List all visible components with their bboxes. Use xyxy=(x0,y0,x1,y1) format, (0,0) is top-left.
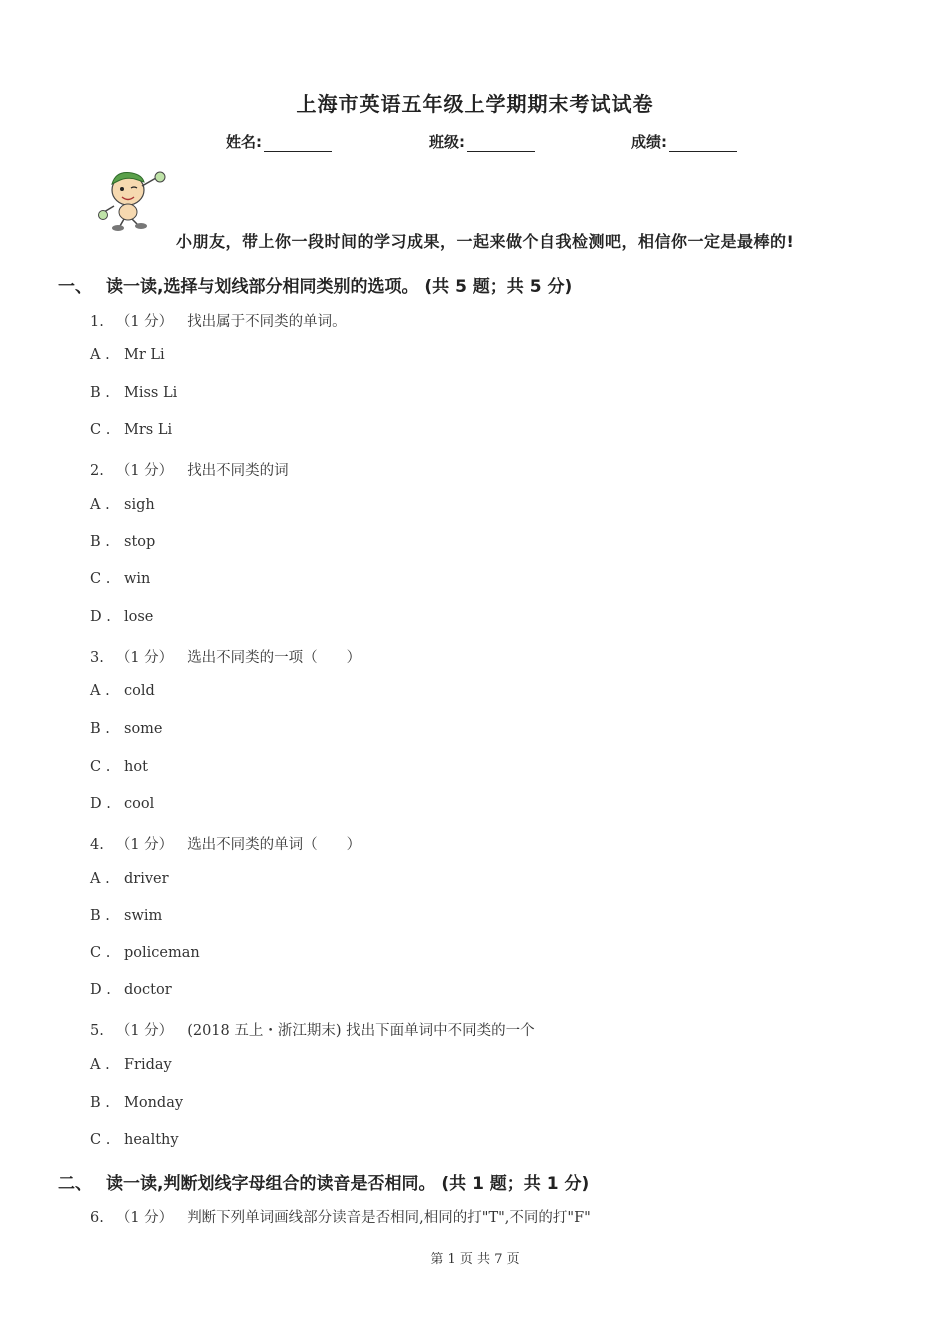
question-text: 判断下列单词画线部分读音是否相同,相同的打"T",不同的打"F" xyxy=(187,1210,591,1226)
page-footer: 第 1 页 共 7 页 xyxy=(430,1252,520,1267)
option-letter: A . xyxy=(90,1057,110,1073)
answer-option[interactable] xyxy=(90,422,172,438)
option-letter: C . xyxy=(90,1132,111,1148)
mascot-illustration xyxy=(98,168,174,232)
section-heading xyxy=(58,272,572,297)
option-text: win xyxy=(124,571,151,587)
question-stem xyxy=(90,1206,591,1227)
answer-option[interactable] xyxy=(90,609,153,625)
option-text: cold xyxy=(124,683,155,699)
question-stem xyxy=(90,833,361,854)
section-title: 读一读,判断划线字母组合的读音是否相同。 (共 1 题；共 1 分) xyxy=(106,1174,590,1194)
name-label: 姓名: xyxy=(226,133,262,151)
page-title: 上海市英语五年级上学期期末考试试卷 xyxy=(296,92,654,116)
question-number: 1. xyxy=(90,314,104,330)
question-score: （1 分） xyxy=(115,837,174,853)
question-number: 6. xyxy=(90,1210,104,1226)
section-number: 一、 xyxy=(58,277,92,297)
option-text: policeman xyxy=(124,945,200,961)
score-label: 成绩: xyxy=(631,133,667,151)
question-text: 选出不同类的单词（ ） xyxy=(187,837,362,853)
option-letter: C . xyxy=(90,422,111,438)
answer-option[interactable] xyxy=(90,497,155,513)
answer-option[interactable] xyxy=(90,571,150,587)
question-stem xyxy=(90,646,361,667)
option-text: stop xyxy=(124,534,156,550)
option-text: Monday xyxy=(124,1095,184,1111)
answer-option[interactable] xyxy=(90,385,177,401)
option-letter: D . xyxy=(90,796,111,812)
score-field xyxy=(631,131,737,152)
question-number: 3. xyxy=(90,650,104,666)
name-field xyxy=(226,131,332,152)
option-letter: D . xyxy=(90,609,111,625)
answer-option[interactable] xyxy=(90,1057,172,1073)
option-letter: A . xyxy=(90,347,110,363)
option-letter: B . xyxy=(90,1095,110,1111)
answer-option[interactable] xyxy=(90,534,155,550)
answer-option[interactable] xyxy=(90,721,163,737)
question-score: （1 分） xyxy=(115,650,174,666)
option-text: Mr Li xyxy=(124,347,165,363)
answer-option[interactable] xyxy=(90,759,148,775)
question-score: （1 分） xyxy=(115,463,174,479)
option-letter: B . xyxy=(90,908,110,924)
option-text: healthy xyxy=(124,1132,179,1148)
encouragement-text: 小朋友，带上你一段时间的学习成果，一起来做个自我检测吧，相信你一定是最棒的! xyxy=(176,232,795,251)
answer-option[interactable] xyxy=(90,945,200,961)
option-letter: D . xyxy=(90,982,111,998)
option-letter: C . xyxy=(90,759,111,775)
option-text: Miss Li xyxy=(124,385,178,401)
class-blank[interactable] xyxy=(467,137,535,152)
answer-option[interactable] xyxy=(90,796,154,812)
score-blank[interactable] xyxy=(669,137,737,152)
option-letter: A . xyxy=(90,683,110,699)
option-text: driver xyxy=(124,871,169,887)
option-text: Mrs Li xyxy=(124,422,173,438)
option-text: hot xyxy=(124,759,148,775)
answer-option[interactable] xyxy=(90,871,169,887)
option-text: swim xyxy=(124,908,163,924)
answer-option[interactable] xyxy=(90,683,155,699)
question-text: 找出属于不同类的单词。 xyxy=(187,314,347,330)
option-text: doctor xyxy=(124,982,172,998)
question-text: (2018 五上・浙江期末) 找出下面单词中不同类的一个 xyxy=(187,1023,535,1039)
question-text: 找出不同类的词 xyxy=(187,463,289,479)
question-score: （1 分） xyxy=(115,1210,174,1226)
option-text: cool xyxy=(124,796,155,812)
answer-option[interactable] xyxy=(90,1095,183,1111)
question-number: 4. xyxy=(90,837,104,853)
option-letter: C . xyxy=(90,945,111,961)
option-letter: B . xyxy=(90,534,110,550)
option-text: Friday xyxy=(124,1057,172,1073)
answer-option[interactable] xyxy=(90,982,172,998)
question-number: 2. xyxy=(90,463,104,479)
section-number: 二、 xyxy=(58,1174,92,1194)
answer-option[interactable] xyxy=(90,908,162,924)
question-stem xyxy=(90,459,289,480)
option-text: sigh xyxy=(124,497,155,513)
question-score: （1 分） xyxy=(115,1023,174,1039)
option-letter: A . xyxy=(90,497,110,513)
option-letter: A . xyxy=(90,871,110,887)
option-letter: B . xyxy=(90,721,110,737)
class-label: 班级: xyxy=(429,133,465,151)
class-field xyxy=(429,131,535,152)
answer-option[interactable] xyxy=(90,347,165,363)
question-text: 选出不同类的一项（ ） xyxy=(187,650,362,666)
name-blank[interactable] xyxy=(264,137,332,152)
option-letter: B . xyxy=(90,385,110,401)
question-score: （1 分） xyxy=(115,314,174,330)
section-heading xyxy=(58,1169,589,1194)
answer-option[interactable] xyxy=(90,1132,179,1148)
option-text: lose xyxy=(124,609,154,625)
section-title: 读一读,选择与划线部分相同类别的选项。 (共 5 题；共 5 分) xyxy=(106,277,573,297)
option-letter: C . xyxy=(90,571,111,587)
question-stem xyxy=(90,1019,535,1040)
option-text: some xyxy=(124,721,163,737)
question-stem xyxy=(90,310,347,331)
question-number: 5. xyxy=(90,1023,104,1039)
